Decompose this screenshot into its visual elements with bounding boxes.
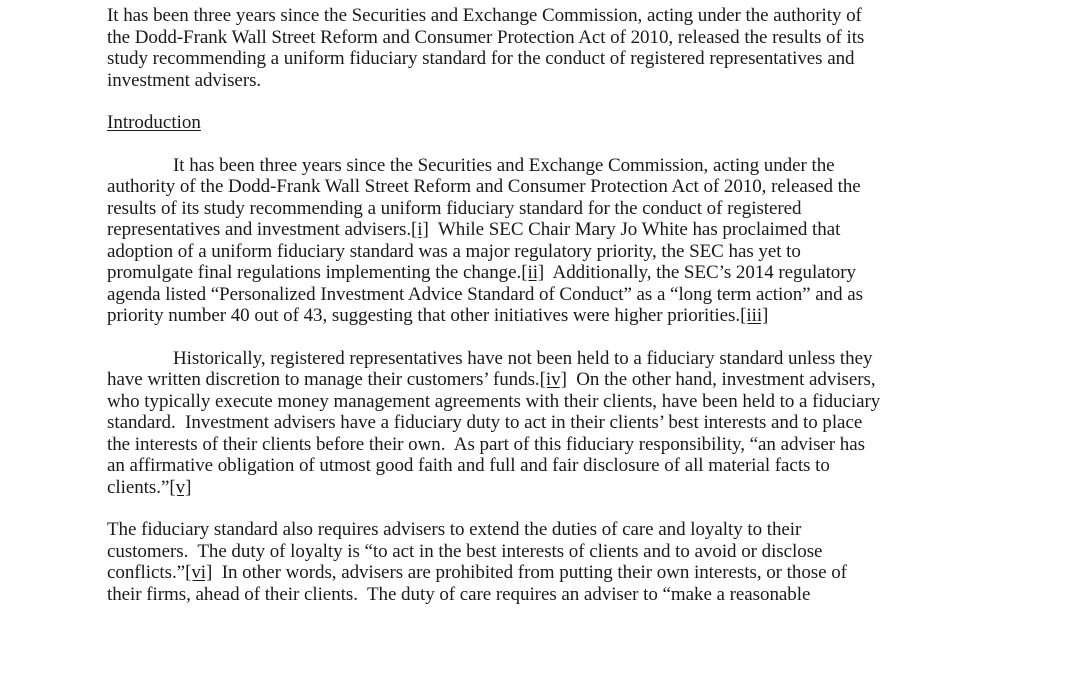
footnote-link-iii[interactable]: [iii]	[740, 305, 769, 326]
paragraph-line: who typically execute money management agreements with their clients, have been held to a fiduciary	[107, 390, 881, 412]
line-text: clients.”	[107, 476, 170, 498]
document-page	[107, 5, 987, 605]
intro-paragraph-2	[107, 348, 987, 499]
paragraph-line: their firms, ahead of their clients. The duty of care requires an adviser to “make a reasonable	[107, 583, 811, 605]
line-text: priority number 40 out of 43, suggesting that other initiatives were higher priorities.	[107, 305, 741, 326]
paragraph-line: adoption of a uniform fiduciary standard was a major regulatory priority, the SEC has yet to	[107, 240, 801, 262]
footnote-link-v[interactable]: [v]	[169, 476, 192, 498]
paragraph-line	[107, 305, 987, 327]
paragraph-line: customers. The duty of loyalty is “to act in the best interests of clients and to avoid or disclose	[107, 540, 823, 562]
line-text: promulgate final regulations implementing the change.	[107, 262, 522, 283]
footnote-link-i[interactable]: [i]	[411, 219, 429, 240]
paragraph-line: Historically, registered representatives have not been held to a fiduciary standard unless they	[173, 347, 873, 369]
line-text: representatives and investment advisers.	[107, 219, 412, 240]
paragraph-line	[107, 477, 987, 499]
section-heading: Introduction	[107, 112, 201, 133]
footnote-link-ii[interactable]: [ii]	[521, 262, 545, 283]
paragraph-line: standard. Investment advisers have a fiduciary duty to act in their clients’ best interests and to place	[107, 412, 863, 433]
line-text: In other words, advisers are prohibited from putting their own interests, or those of	[212, 562, 847, 583]
paragraph-line: authority of the Dodd-Frank Wall Street Reform and Consumer Protection Act of 2010, released the	[107, 176, 861, 197]
line-text: Additionally, the SEC’s 2014 regulatory	[544, 262, 856, 283]
abstract-line: the Dodd-Frank Wall Street Reform and Consumer Protection Act of 2010, released the results of its	[107, 26, 865, 48]
footnote-link-iv[interactable]: [iv]	[539, 369, 567, 390]
line-text: On the other hand, investment advisers,	[566, 369, 876, 390]
paragraph-line: agenda listed “Personalized Investment Advice Standard of Conduct” as a “long term action” and as	[107, 283, 863, 305]
abstract-paragraph	[107, 5, 987, 91]
paragraph-line: It has been three years since the Securities and Exchange Commission, acting under the	[173, 154, 835, 176]
line-text: conflicts.”	[107, 562, 186, 583]
paragraph-line: the interests of their clients before their own. As part of this fiduciary responsibility, “an adviser has	[107, 433, 865, 455]
paragraph-line: The fiduciary standard also requires advisers to extend the duties of care and loyalty to their	[107, 519, 802, 540]
line-text: While SEC Chair Mary Jo White has proclaimed that	[428, 219, 841, 240]
paragraph-line: results of its study recommending a uniform fiduciary standard for the conduct of registered	[107, 197, 802, 219]
paragraph-line	[107, 369, 987, 391]
abstract-line: study recommending a uniform fiduciary standard for the conduct of registered representatives and	[107, 48, 855, 69]
line-text: have written discretion to manage their customers’ funds.	[107, 369, 540, 390]
paragraph-line	[107, 562, 987, 584]
paragraph-line	[107, 262, 987, 284]
abstract-line: investment advisers.	[107, 69, 262, 91]
footnote-link-vi[interactable]: [vi]	[185, 562, 213, 583]
intro-paragraph-1	[107, 155, 987, 327]
intro-paragraph-3	[107, 519, 987, 605]
paragraph-line	[107, 219, 987, 241]
paragraph-line: an affirmative obligation of utmost good faith and full and fair disclosure of all material facts to	[107, 455, 830, 476]
abstract-line: It has been three years since the Securities and Exchange Commission, acting under the authority of	[107, 5, 862, 26]
